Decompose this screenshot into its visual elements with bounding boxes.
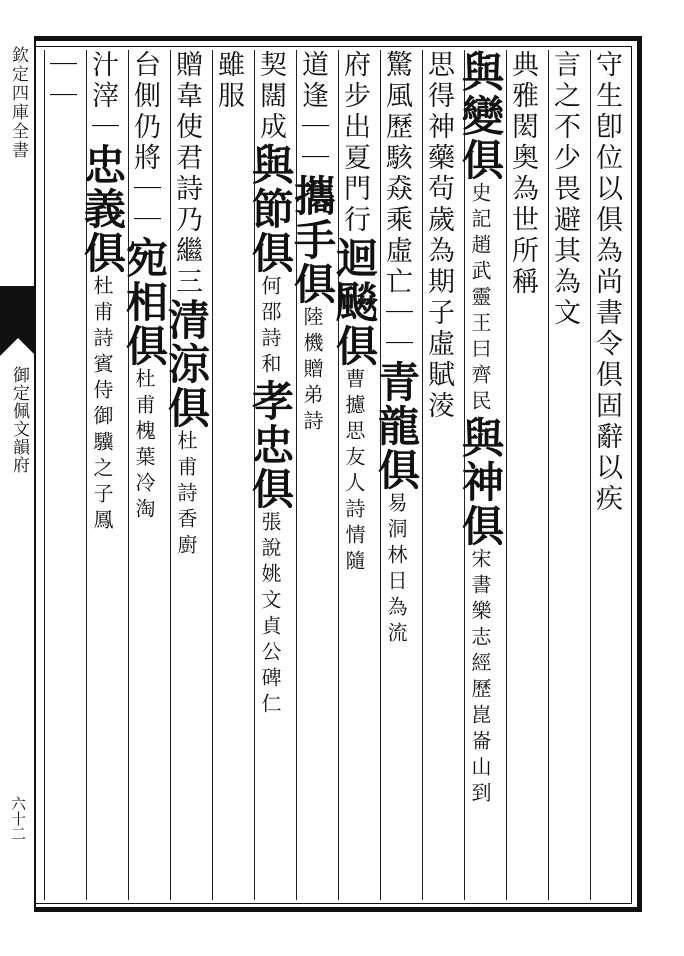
- text-column: [372, 50, 422, 900]
- text-column: [456, 50, 506, 900]
- headword: 攜: [288, 174, 337, 218]
- body-text: 言之不少畏避其為文: [549, 50, 580, 329]
- annotation: 張說姚文貞公碑仁: [258, 511, 282, 719]
- headword: 相: [120, 280, 169, 324]
- headword: 清: [162, 298, 211, 342]
- body-text: 道逢｜｜: [297, 50, 328, 174]
- headword: 俱: [162, 386, 211, 430]
- headword: 涼: [162, 342, 211, 386]
- headword: 俱: [288, 262, 337, 306]
- headword: 變: [456, 94, 505, 138]
- text-column: [548, 50, 590, 900]
- spine-top-text: 欽定四庫全書: [8, 46, 28, 160]
- headword: 與: [456, 416, 505, 460]
- body-text: 守生卽位以俱為尚書令俱固辭以疾: [591, 50, 622, 515]
- body-text: 驚風歷駭猋乘虛亡｜｜: [381, 50, 412, 360]
- text-column: [120, 50, 170, 900]
- annotation: 曹攄思友人詩情隨: [342, 368, 366, 576]
- headword: 與: [246, 143, 295, 187]
- body-text: 府步出夏門行: [339, 50, 370, 236]
- body-text: 雖服: [213, 50, 244, 112]
- text-column: [246, 50, 296, 900]
- annotation: 史記趙武靈王曰齊民: [468, 182, 492, 416]
- annotation: 易洞林日為流: [384, 492, 408, 648]
- body-text: 思得神藥茍歲為期子虛賦淩: [423, 50, 454, 422]
- annotation: 杜甫詩香廚: [174, 430, 198, 560]
- headword: 青: [372, 360, 421, 404]
- spine-title: 御定佩文韻府: [9, 366, 29, 474]
- headword: 俱: [372, 448, 421, 492]
- text-column: [78, 50, 128, 900]
- annotation: 陸機贈弟詩: [300, 306, 324, 436]
- headword: 俱: [330, 324, 379, 368]
- headword: 俱: [456, 138, 505, 182]
- headword: 與: [456, 50, 505, 94]
- annotation: 杜甫槐葉冷淘: [132, 368, 156, 524]
- headword: 手: [288, 218, 337, 262]
- headword: 忠: [246, 423, 295, 467]
- headword: 迴: [330, 236, 379, 280]
- headword: 神: [456, 460, 505, 504]
- body-text: 汁滓｜: [87, 50, 118, 143]
- headword: 俱: [246, 231, 295, 275]
- annotation: 宋書樂志經歷崑崙山到: [468, 548, 492, 808]
- headword: 忠: [78, 143, 127, 187]
- text-column: [506, 50, 548, 900]
- body-text: ｜｜: [45, 50, 76, 112]
- text-column: [162, 50, 212, 900]
- text-column: [44, 50, 86, 900]
- text-column: [422, 50, 464, 900]
- body-text: 契闊成: [255, 50, 286, 143]
- body-text: 台側仍將｜｜: [129, 50, 160, 236]
- headword: 俱: [120, 324, 169, 368]
- body-text: 典雅閎奥為世所稱: [507, 50, 538, 298]
- book-spine: [0, 36, 36, 912]
- headword: 節: [246, 187, 295, 231]
- text-column: [288, 50, 338, 900]
- headword: 義: [78, 187, 127, 231]
- headword: 俱: [456, 504, 505, 548]
- headword: 龍: [372, 404, 421, 448]
- text-column: [212, 50, 254, 900]
- fishtail-mark-icon: [0, 286, 36, 356]
- spine-page-number: 六十二: [9, 796, 27, 841]
- annotation: 杜甫詩賓侍御驥之子鳳: [90, 275, 114, 535]
- headword: 孝: [246, 379, 295, 423]
- body-text: 贈韋使君詩乃繼三: [171, 50, 202, 298]
- headword: 飈: [330, 280, 379, 324]
- headword: 俱: [78, 231, 127, 275]
- headword: 宛: [120, 236, 169, 280]
- text-column: [330, 50, 380, 900]
- text-column: [590, 50, 632, 900]
- headword: 俱: [246, 467, 295, 511]
- annotation: 何邵詩和: [258, 275, 282, 379]
